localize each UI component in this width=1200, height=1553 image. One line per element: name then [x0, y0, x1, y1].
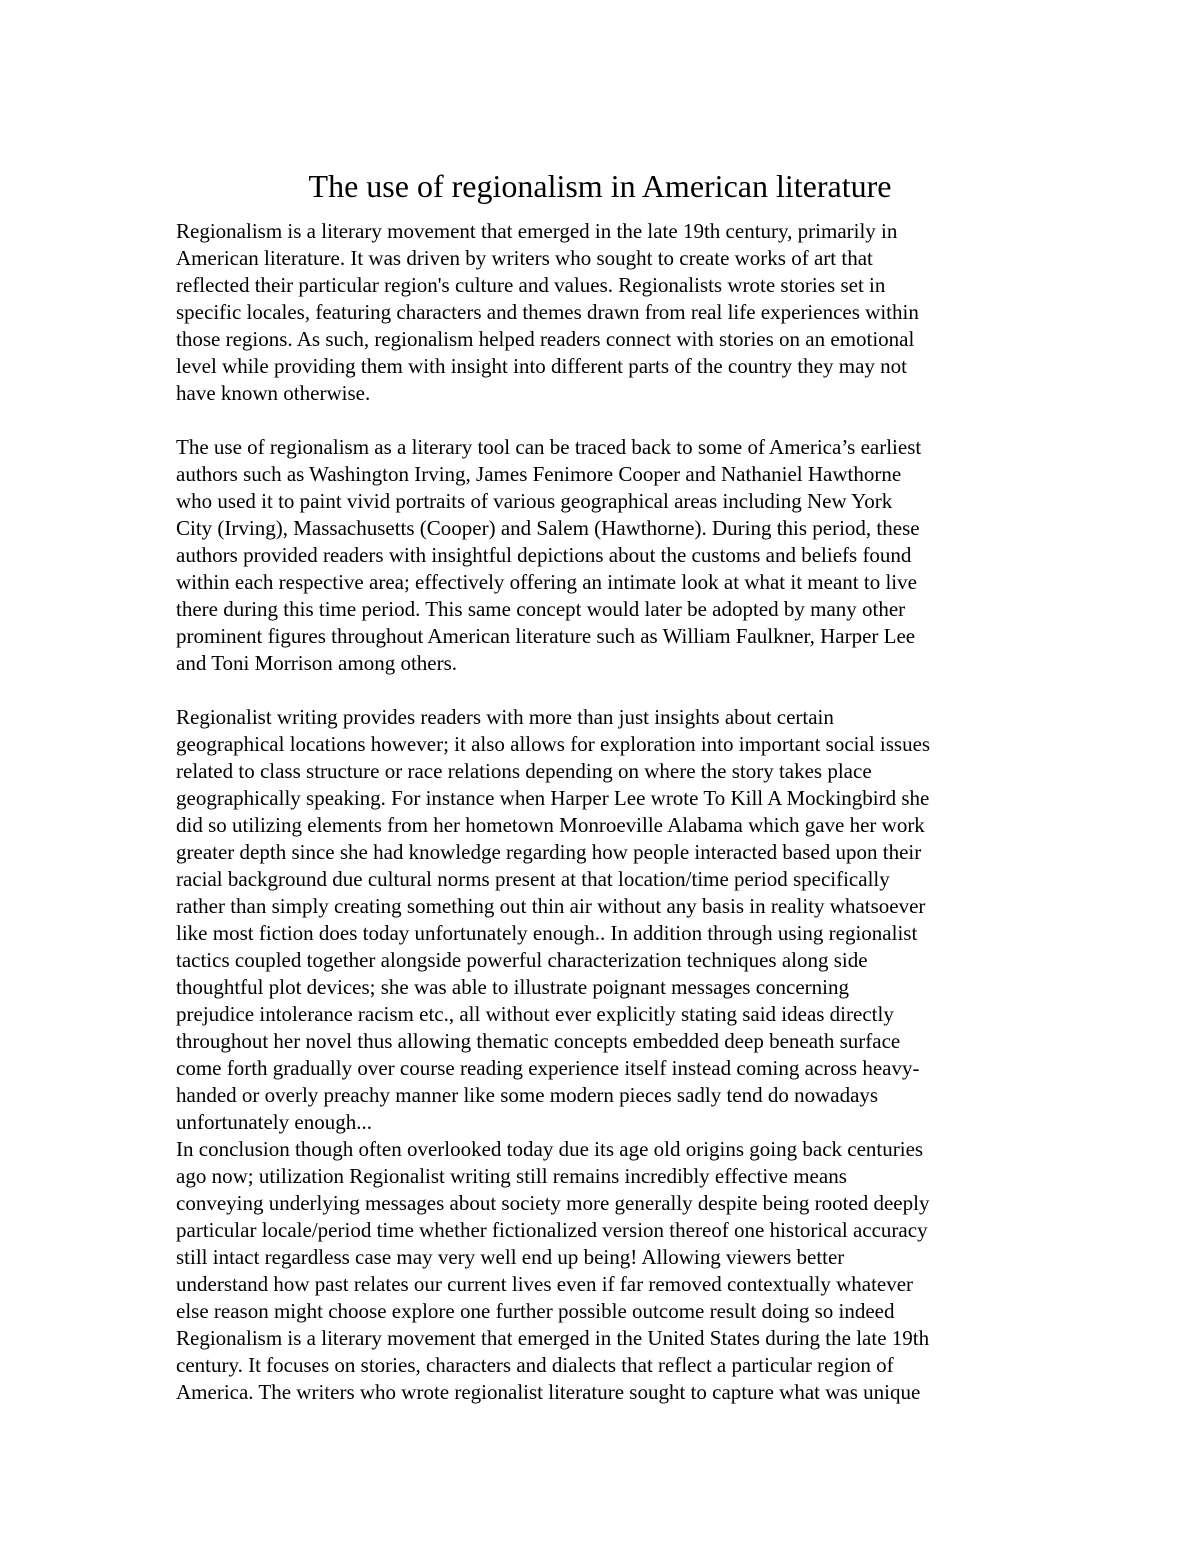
- paragraph-spacer: [176, 407, 1026, 434]
- paragraph-spacer: [176, 677, 1026, 704]
- paragraph-history: The use of regionalism as a literary tool can be traced back to some of America’s earliest authors such as Washington Irving, James Fenimore Cooper and Nathaniel Hawthorne who used it to paint vivid portraits of various geographical areas including New York City (Irving), Massachusetts (Cooper) and Salem (Hawthorne). During this period, these authors provided readers with insightful depictions about the customs and beliefs found within each respective area; effectively offering an intimate look at what it meant to live there during this time period. This same concept would later be adopted by many other prominent figures throughout American literature such as William Faulkner, Harper Lee and Toni Morrison among others.: [176, 435, 922, 675]
- paragraph-conclusion: In conclusion though often overlooked today due its age old origins going back centuries ago now; utilization Regionalist writing still remains incredibly effective means conveying underlying messages about society more generally despite being rooted deeply particular locale/period time whether fictionalized version thereof one historical accuracy still intact regardless case may very well end up being! Allowing viewers better understand how past relates our current lives even if far removed contextually whatever else reason might choose explore one further possible outcome result doing so indeed Regionalism is a literary movement that emerged in the United States during the late 19th century. It focuses on stories, characters and dialects that reflect a particular region of America. The writers who wrote regionalist literature sought to capture what was unique: [176, 1137, 930, 1404]
- paragraph-social-issues: Regionalist writing provides readers with more than just insights about certain geographical locations however; it also allows for exploration into important social issues related to class structure or race relations depending on where the story takes place geographically speaking. For instance when Harper Lee wrote To Kill A Mockingbird she did so utilizing elements from her hometown Monroeville Alabama which gave her work greater depth since she had knowledge regarding how people interacted based upon their racial background due cultural norms present at that location/time period specifically rather than simply creating something out thin air without any basis in reality whatsoever like most fiction does today unfortunately enough.. In addition through using regionalist tactics coupled together alongside powerful characterization techniques along side thoughtful plot devices; she was able to illustrate poignant messages concerning prejudice intolerance racism etc., all without ever explicitly stating said ideas directly throughout her novel thus allowing thematic concepts embedded deep beneath surface come forth gradually over course reading experience itself instead coming across heavy- handed or overly preachy manner like some modern pieces sadly tend do nowadays unfortunately enough...: [176, 705, 931, 1134]
- paragraph-intro: Regionalism is a literary movement that emerged in the late 19th century, primarily in American literature. It was driven by writers who sought to create works of art that reflected their particular region's culture and values. Regionalists wrote stories set in specific locales, featuring characters and themes drawn from real life experiences within those regions. As such, regionalism helped readers connect with stories on an emotional level while providing them with insight into different parts of the country they may not have known otherwise.: [176, 219, 919, 405]
- document-title: The use of regionalism in American literature: [308, 168, 892, 204]
- document-body: [176, 218, 1026, 1406]
